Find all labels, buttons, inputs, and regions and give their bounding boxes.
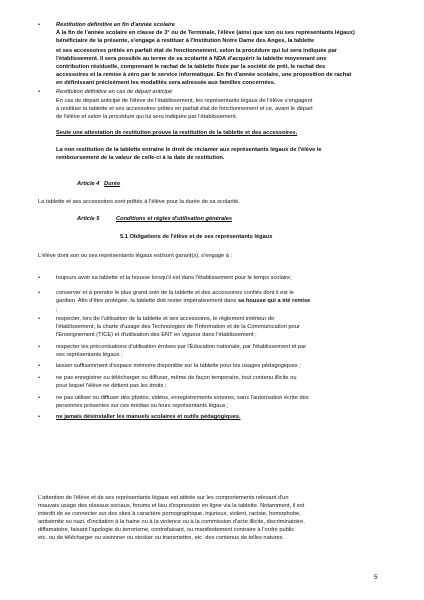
obligation-line: [56, 307, 58, 315]
obligation-line: [56, 363, 301, 371]
closing-line: interdit de se connecter sur des sites à caractère pornographique, injurieux, violent, raciste, homophobe,: [38, 511, 301, 517]
list-bullet: •: [38, 316, 40, 322]
obligation-line: [56, 290, 294, 298]
depart-anticipe-line: de l'élève et selon la procédure qui lui sera indiquée par l'établissement.: [56, 114, 238, 120]
closing-line: L'attention de l'élève et de ses représentants légaux est attirée sur les comportements relevant d'un: [38, 495, 289, 501]
article-4-label: Article 4: [77, 181, 100, 187]
restitution-line: et ses accessoires prêtés en parfait état de fonctionnement, selon la procédure qui lui sera indiquée par: [56, 48, 337, 54]
obligation-text: toujours avoir sa tablette et la housse lorsqu'il est dans l'établissement pour le temps scolaire;: [56, 275, 292, 281]
obligation-line: [56, 403, 229, 411]
list-bullet: •: [38, 22, 40, 28]
restitution-line: contribution résiduelle, comprenant le rachat de la tablette fixée par la société de prêt, le rachat des: [56, 64, 326, 70]
non-restitution-line: remboursement de la valeur de celle-ci à la date de restitution.: [56, 155, 225, 161]
list-bullet: •: [38, 275, 40, 281]
list-bullet: •: [38, 344, 40, 350]
list-bullet: •: [38, 89, 40, 95]
article-5-subheading: 5.1 Obligations de l'élève et de ses représentants légaux: [120, 234, 273, 240]
article-5-title: Conditions et règles d'utilisation générales: [116, 216, 233, 222]
obligation-line: [56, 275, 292, 283]
article-4-title: Durée: [104, 181, 121, 187]
restitution-line: À la fin de l'année scolaire en classe de 3° ou de Terminale, l'élève (ainsi que son ou ses représentants légaux): [56, 30, 355, 36]
obligation-line: [56, 395, 309, 403]
list-bullet: •: [38, 290, 40, 296]
obligation-text: personnes présentes sur ces médias ou leurs représentants légaux ;: [56, 403, 229, 409]
closing-line: etc. ou de télécharger ou visionner ou stocker ou transmettre, etc. des contenus de telles natures.: [38, 535, 284, 541]
obligation-line: [56, 324, 300, 332]
list-bullet: •: [38, 363, 40, 369]
obligation-line: [56, 383, 166, 391]
attestation-statement: Seule une attestation de restitution prouve la restitution de la tablette et des accessoires.: [56, 130, 298, 136]
obligation-text: ne pas enregistrer ou télécharger ou diffuser, même de façon temporaire, tout contenu illicite ou: [56, 375, 297, 381]
page-number: 5: [374, 574, 378, 581]
list-bullet: •: [38, 395, 40, 401]
closing-line: mauvais usage des réseaux sociaux, forums et lieu d'expression en ligne via la tablette. Notamment, il est: [38, 503, 305, 509]
obligation-emphasis: ne jamais désinstaller les manuels scolaires et outils pédagogiques.: [56, 414, 241, 420]
obligation-text: respecter, lors de l'utilisation de la tablette et ses accessoires, le règlement intérieur de: [56, 316, 275, 322]
restitution-line: bénéficiaire de la présente, s'engage à restituer à l'Institution Notre Dame des Anges, la tablette: [56, 38, 315, 44]
restitution-line: en définissant précisément les modalités sera adressée aux familles concernées.: [56, 80, 276, 86]
article-4-text: La tablette et ses accessoires sont prêtés à l'élève pour la durée de sa scolarité.: [38, 199, 240, 205]
obligation-text: respecter les préconisations d'utilisation émises par l'Éducation nationale, par l'établissement et par: [56, 344, 307, 350]
obligation-text: ;: [56, 307, 58, 313]
obligation-line: [56, 414, 241, 422]
obligation-line: [56, 344, 306, 352]
obligation-text: gardien. Afin d'être protégée, la tablette doit rester impérativement dans: [56, 298, 238, 304]
obligation-line: [56, 298, 310, 306]
obligation-line: [56, 375, 297, 383]
obligation-text: l'établissement, la charte d'usage des Technologies de l'Information et de la Communication pour: [56, 324, 300, 330]
restitution-line: accessoires et la remise à zéro par le service informatique. En fin d'année scolaire, une proposition de rachat: [56, 72, 352, 78]
restitution-line: l'établissement. Il sera possible au terme de sa scolarité à NDA d'acquérir la tablette moyennant une: [56, 56, 327, 62]
list-bullet: •: [38, 375, 40, 381]
obligation-text: ses représentants légaux ;: [56, 352, 123, 358]
article-5-label: Article 5: [77, 216, 100, 222]
section-heading-depart-anticipe: Restitution définitive en cas de départ anticipé: [56, 89, 173, 95]
depart-anticipe-line: à restituer la tablette et ses accessoires prêtés en parfait état de fonctionnement et ce, avant le départ: [56, 106, 313, 112]
obligation-text: ne pas utiliser ou diffuser des photos, vidéos, enregistrements sonores, sans l'autorisation écrite des: [56, 395, 309, 401]
obligation-line: [56, 332, 257, 340]
closing-line: antisémite ou nazi, d'incitation à la haine ou à la violence ou à la commission d'acte illicite, discriminatoire,: [38, 519, 305, 525]
section-heading-restitution-fin-annee: Restitution définitive en fin d'année scolaire: [56, 22, 175, 28]
obligation-text: pour lequel l'élève ne détient pas les droits ;: [56, 383, 167, 389]
article-5-intro: L'élève dont son ou ses représentants légaux est/sont garant(s), s'engage à :: [38, 253, 233, 259]
depart-anticipe-line: En cas de départ anticipé de l'élève de l'établissement, les représentants légaux de l'élève s'engagent: [56, 98, 313, 104]
obligation-line: [56, 316, 274, 324]
obligation-text: conserver et à prendre le plus grand soin de la tablette et des accessoires confiés dont il est le: [56, 290, 294, 296]
obligation-emphasis: sa housse qui a été remise: [237, 298, 311, 304]
closing-line: diffamatoire, faisant l'apologie du terrorisme, contrefaisant, ou manifestement contraire à l'ordre public: [38, 527, 295, 533]
obligation-line: [56, 352, 123, 360]
non-restitution-line: La non restitution de la tablette entraine le droit de réclamer aux représentants légaux de l'élève le: [56, 147, 322, 153]
obligation-text: l'Enseignement (TICE) et d'utilisation des ENT en vigueur dans l'établissement ;: [56, 332, 257, 338]
obligation-text: laisser suffisamment d'espace mémoire disponible sur la tablette pour les usages pédagogiques ;: [56, 363, 301, 369]
list-bullet: •: [38, 414, 40, 420]
